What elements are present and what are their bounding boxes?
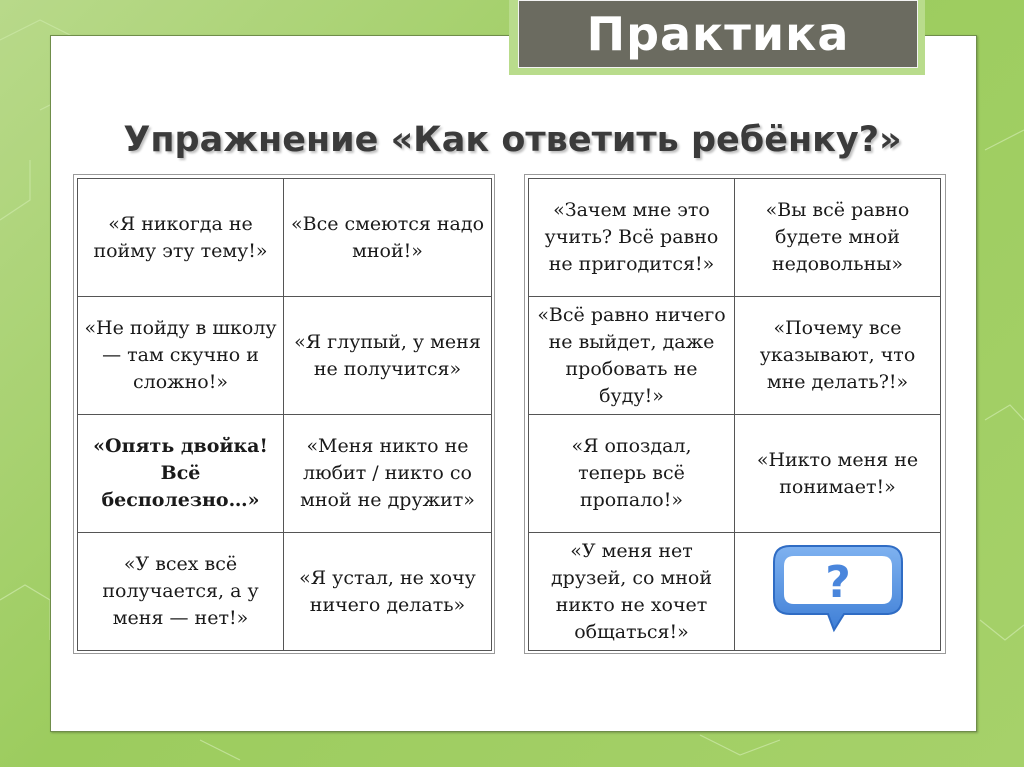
phrase-cell: «Вы всё равно будете мной недовольны» <box>735 179 941 297</box>
table-row <box>529 297 941 415</box>
table-row <box>529 179 941 297</box>
phrase-cell: «У меня нет друзей, со мной никто не хочет общаться!» <box>529 533 735 651</box>
table-row <box>78 297 492 415</box>
phrase-cell: «Зачем мне это учить? Всё равно не пригодится!» <box>529 179 735 297</box>
table-row <box>529 415 941 533</box>
phrase-cell: «Не пойду в школу — там скучно и сложно!» <box>78 297 284 415</box>
phrase-cell: «Опять двойка! Всё бесполезно…» <box>78 415 284 533</box>
exercise-heading: Упражнение «Как ответить ребёнку?» <box>123 120 902 160</box>
phrase-cell: «Почему все указывают, что мне делать?!» <box>735 297 941 415</box>
table-row <box>78 415 492 533</box>
table-row <box>529 533 941 651</box>
phrase-cell: «Я опоздал, теперь всё пропало!» <box>529 415 735 533</box>
practice-title: Практика <box>518 0 918 68</box>
phrase-cell: «Всё равно ничего не выйдет, даже пробовать не буду!» <box>529 297 735 415</box>
phrase-cell: «Я глупый, у меня не получится» <box>284 297 492 415</box>
phrase-cell: «Никто меня не понимает!» <box>735 415 941 533</box>
question-bubble-icon <box>768 540 908 636</box>
table-row <box>78 179 492 297</box>
question-cell <box>735 533 941 651</box>
svg-text:?: ? <box>824 556 851 608</box>
phrase-cell: «Все смеются надо мной!» <box>284 179 492 297</box>
left-phrase-table <box>77 178 492 651</box>
phrase-cell: «Я никогда не пойму эту тему!» <box>78 179 284 297</box>
phrase-cell: «Меня никто не любит / никто со мной не дружит» <box>284 415 492 533</box>
right-phrase-table <box>528 178 941 651</box>
phrase-cell: «У всех всё получается, а у меня — нет!» <box>78 533 284 651</box>
phrase-cell: «Я устал, не хочу ничего делать» <box>284 533 492 651</box>
table-row <box>78 533 492 651</box>
